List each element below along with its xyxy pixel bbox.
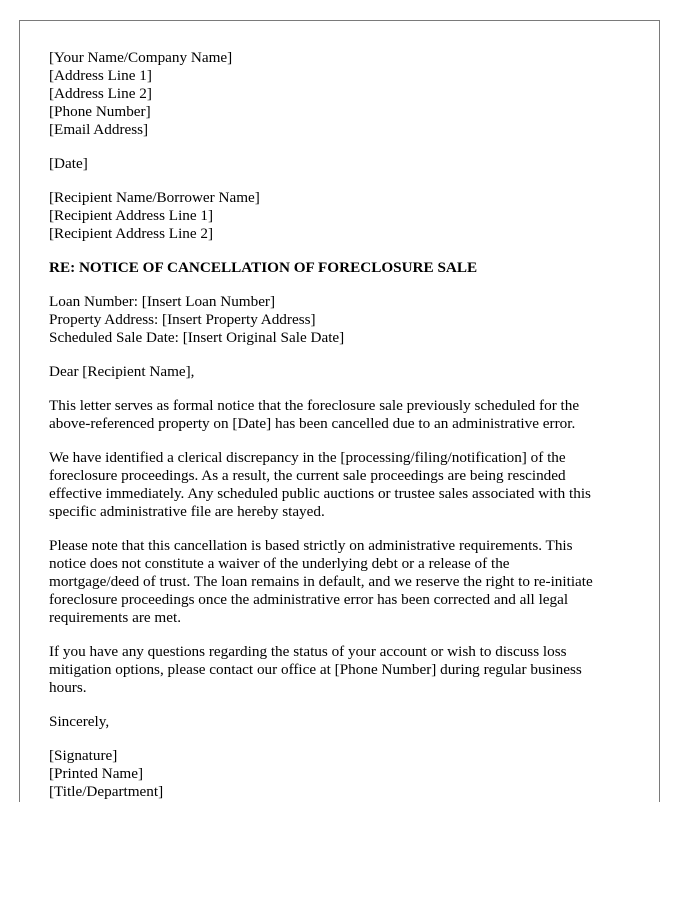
body-paragraph-1 (49, 397, 639, 433)
property-address: Property Address: [Insert Property Address] (49, 311, 316, 328)
signature-placeholder: [Signature] (49, 747, 118, 764)
paragraph-line: Please note that this cancellation is based strictly on administrative requirements. This (49, 537, 573, 554)
sender-email: [Email Address] (49, 121, 149, 138)
letter-content (49, 49, 639, 802)
printed-name: [Printed Name] (49, 765, 144, 782)
body-paragraph-3 (49, 537, 639, 627)
sender-address-line-1: [Address Line 1] (49, 67, 152, 84)
paragraph-line: specific administrative file are hereby stayed. (49, 503, 325, 520)
signature-block (49, 747, 639, 801)
paragraph-line: foreclosure proceedings once the administrative error has been corrected and all legal (49, 591, 569, 608)
paragraph-line: above-referenced property on [Date] has been cancelled due to an administrative error. (49, 415, 576, 432)
body-paragraph-2 (49, 449, 639, 521)
date-block (49, 155, 639, 173)
recipient-name: [Recipient Name/Borrower Name] (49, 189, 260, 206)
closing: Sincerely, (49, 713, 110, 730)
paragraph-line: mortgage/deed of trust. The loan remains in default, and we reserve the right to re-initiate (49, 573, 593, 590)
scheduled-sale-date: Scheduled Sale Date: [Insert Original Sale Date] (49, 329, 345, 346)
body-paragraph-4 (49, 643, 639, 697)
sender-phone: [Phone Number] (49, 103, 151, 120)
title-department: [Title/Department] (49, 783, 164, 800)
letter-date: [Date] (49, 155, 88, 172)
subject-line: RE: NOTICE OF CANCELLATION OF FORECLOSURE SALE (49, 259, 478, 276)
salutation: Dear [Recipient Name], (49, 363, 195, 380)
closing-block (49, 713, 639, 731)
paragraph-line: hours. (49, 679, 87, 696)
paragraph-line: If you have any questions regarding the status of your account or wish to discuss loss (49, 643, 567, 660)
paragraph-line: requirements are met. (49, 609, 181, 626)
paragraph-line: mitigation options, please contact our office at [Phone Number] during regular business (49, 661, 582, 678)
recipient-address-line-2: [Recipient Address Line 2] (49, 225, 214, 242)
sender-block (49, 49, 639, 139)
paragraph-line: foreclosure proceedings. As a result, the current sale proceedings are being rescinded (49, 467, 566, 484)
paragraph-line: We have identified a clerical discrepancy in the [processing/filing/notification] of the (49, 449, 566, 466)
paragraph-line: This letter serves as formal notice that the foreclosure sale previously scheduled for the (49, 397, 580, 414)
salutation-block (49, 363, 639, 381)
loan-info-block (49, 293, 639, 347)
subject-block (49, 259, 639, 277)
letter-page (19, 20, 660, 802)
recipient-block (49, 189, 639, 243)
paragraph-line: notice does not constitute a waiver of the underlying debt or a release of the (49, 555, 510, 572)
loan-number: Loan Number: [Insert Loan Number] (49, 293, 276, 310)
paragraph-line: effective immediately. Any scheduled public auctions or trustee sales associated with this (49, 485, 591, 502)
recipient-address-line-1: [Recipient Address Line 1] (49, 207, 214, 224)
sender-address-line-2: [Address Line 2] (49, 85, 152, 102)
sender-name: [Your Name/Company Name] (49, 49, 233, 66)
